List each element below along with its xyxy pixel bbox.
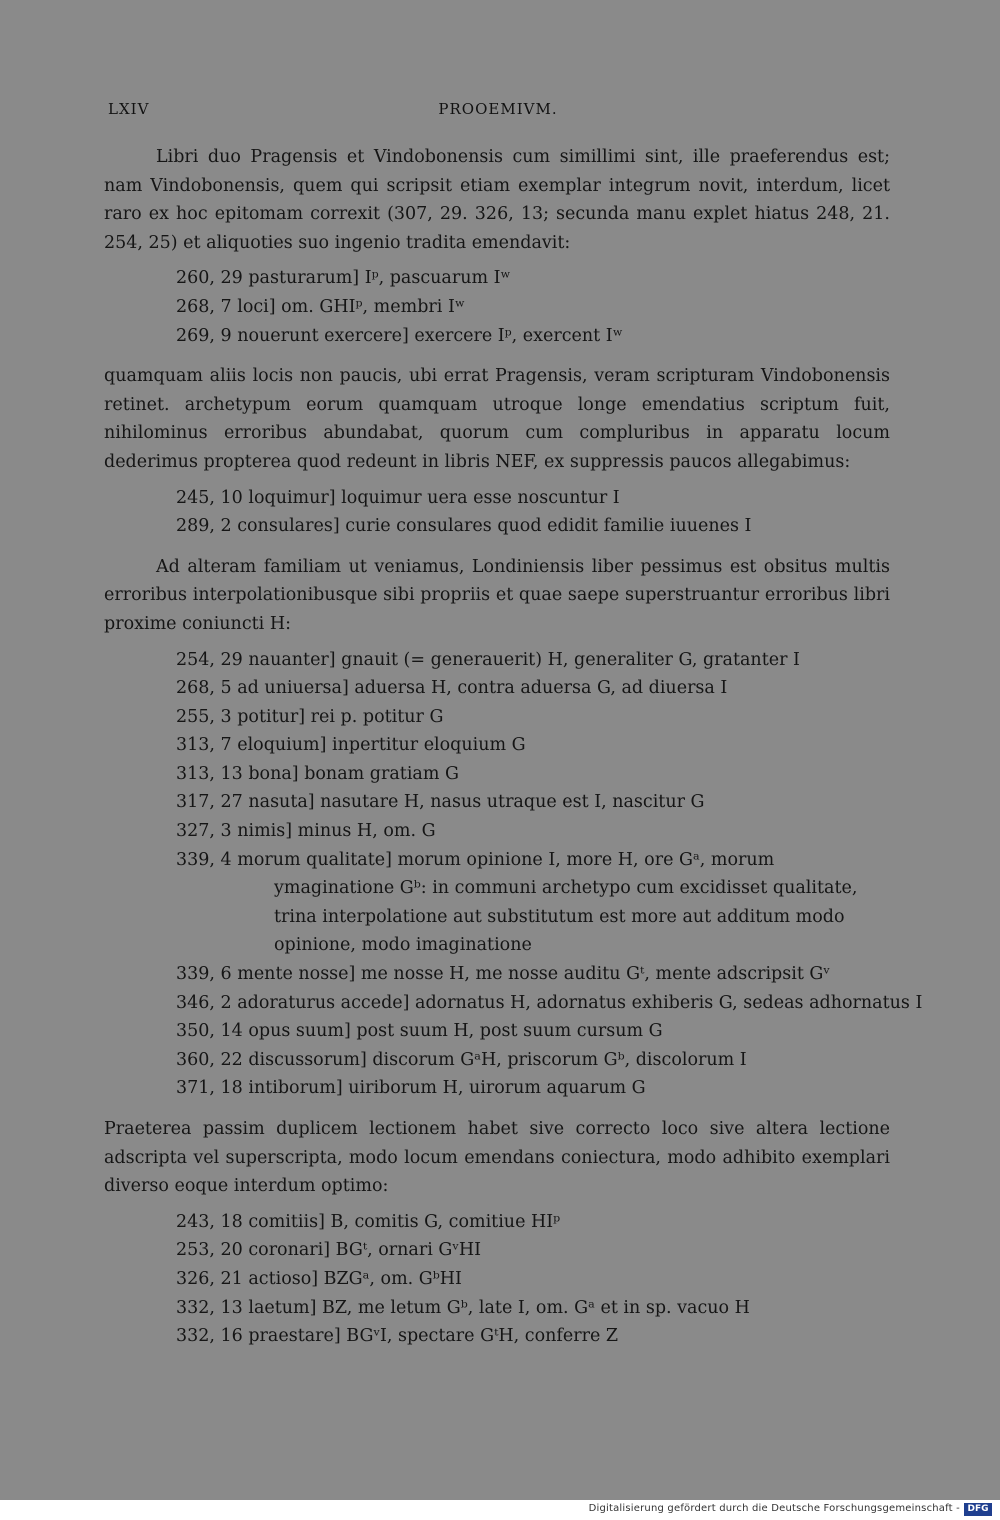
list-item: 346, 2 adoraturus accede] adornatus H, adornatus exhiberis G, sedeas adhornatus I [176,992,923,1013]
paragraph-2: quamquam aliis locis non paucis, ubi errat Pragensis, veram scripturam Vindobonensis retinet. archetypum eorum quamquam utroque longe emendatius scriptum fuit, nihilominus erroribus abundabat, quorum cum compluribus in apparatu locum dederimus propterea quod redeunt in libris NEF, ex suppressis paucos allegabimus: [104,366,890,472]
running-title: PROOEMIVM. [438,100,558,118]
list-item: 255, 3 potitur] rei p. potitur G [176,706,444,727]
list-item: 339, 4 morum qualitate] morum opinione I, more H, ore Gᵃ, morum ymaginatione Gᵇ: in communi archetypo cum excidisset qualitate, trina interpolatione aut substitutum est more aut additum modo opinione, modo imaginatione [176,849,858,956]
page-body [104,143,923,1363]
list-item: 254, 29 nauanter] gnauit (= generauerit) H, generaliter G, gratanter I [176,649,800,670]
list-3 [176,646,923,1104]
list-item: 371, 18 intiborum] uiriborum H, uirorum aquarum G [176,1078,646,1099]
list-item: 326, 21 actioso] BZGᵃ, om. GᵇHI [176,1268,462,1289]
funding-credit: Digitalisierung gefördert durch die Deutsche Forschungsgemeinschaft - [588,1503,960,1514]
list-item: 313, 13 bona] bonam gratiam G [176,763,459,784]
list-item: 350, 14 opus suum] post suum H, post suum cursum G [176,1021,663,1042]
paragraph-4: Praeterea passim duplicem lectionem habet sive correcto loco sive altera lectione adscripta vel superscripta, modo locum emendans coniectura, modo adhibito exemplari diverso eoque interdum optimo: [104,1119,890,1197]
dfg-logo-icon: DFG [964,1503,992,1516]
list-item: 268, 7 loci] om. GHIᵖ, membri Iʷ [176,296,466,317]
list-item: 260, 29 pasturarum] Iᵖ, pascuarum Iʷ [176,268,511,289]
paragraph-1: Libri duo Pragensis et Vindobonensis cum simillimi sint, ille praeferendus est; nam Vindobonensis, quem qui scripsit etiam exemplar integrum novit, interdum, licet raro ex hoc epitomam correxit (307, 29. 326, 13; secunda manu explet hiatus 248, 21. 254, 25) et aliquoties suo ingenio tradita emendavit: [104,147,890,253]
list-1 [176,264,890,350]
list-item: 317, 27 nasuta] nasutare H, nasus utraque est I, nascitur G [176,792,705,813]
paragraph-3: Ad alteram familiam ut veniamus, Londiniensis liber pessimus est obsitus multis erroribus interpolationibusque sibi propriis et quae saepe superstruantur erroribus libri proxime coniuncti H: [104,556,890,634]
list-item: 360, 22 discussorum] discorum GᵃH, priscorum Gᵇ, discolorum I [176,1049,747,1070]
list-item: 332, 13 laetum] BZ, me letum Gᵇ, late I, om. Gᵃ et in sp. vacuo H [176,1297,750,1318]
list-item: 289, 2 consulares] curie consulares quod edidit familie iuuenes I [176,516,752,537]
list-item: 253, 20 coronari] BGᵗ, ornari GᵛHI [176,1240,482,1261]
list-2 [176,484,890,541]
list-item: 268, 5 ad uniuersa] aduersa H, contra aduersa G, ad diuersa I [176,678,728,699]
list-item: 269, 9 nouerunt exercere] exercere Iᵖ, exercent Iʷ [176,325,623,346]
list-item: 339, 6 mente nosse] me nosse H, me nosse auditu Gᵗ, mente adscripsit Gᵛ [176,964,830,985]
page-number: LXIV [108,100,150,118]
list-item: 332, 16 praestare] BGᵛI, spectare GᵗH, conferre Z [176,1326,619,1347]
list-4 [176,1208,890,1351]
list-item: 313, 7 eloquium] inpertitur eloquium G [176,735,526,756]
list-item: 245, 10 loquimur] loquimur uera esse noscuntur I [176,487,620,508]
footer-bar [0,1500,1000,1520]
list-item: 243, 18 comitiis] B, comitis G, comitiue HIᵖ [176,1211,561,1232]
list-item: 327, 3 nimis] minus H, om. G [176,821,436,842]
